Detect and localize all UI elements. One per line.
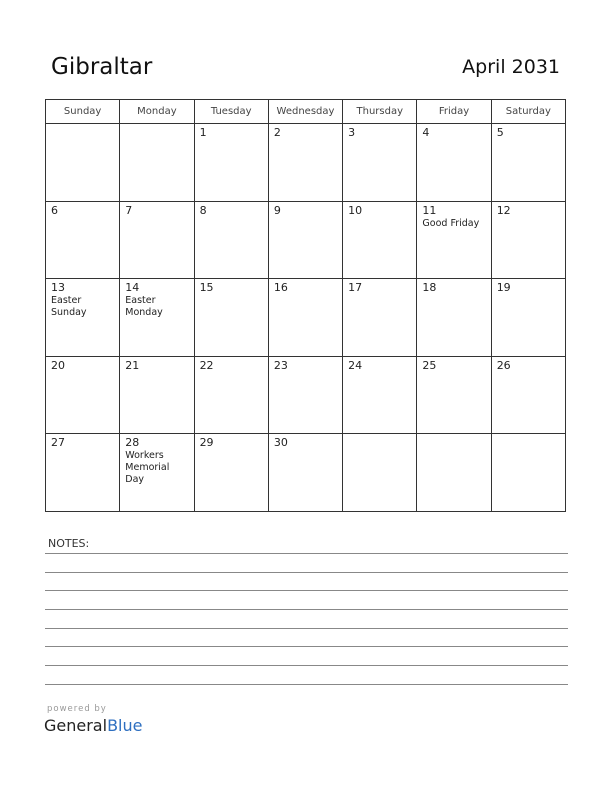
day-cell: [268, 434, 342, 512]
day-number: 8: [199, 203, 207, 217]
day-number: 9: [273, 203, 281, 217]
brand-blue: Blue: [107, 716, 143, 735]
day-cell: [268, 279, 342, 357]
day-number: 6: [51, 203, 58, 217]
day-cell: [120, 356, 194, 434]
day-cell: [417, 124, 491, 202]
day-number: 18: [422, 281, 437, 295]
week-row: [46, 356, 566, 434]
weekday-header: Sunday: [46, 100, 120, 124]
weekday-header-row: [46, 100, 566, 124]
holiday-label: Workers Memorial Day: [125, 450, 170, 486]
day-cell: [343, 356, 417, 434]
day-number: 22: [199, 358, 214, 372]
day-number: 1: [199, 126, 207, 139]
day-number: 26: [496, 358, 511, 372]
day-cell: [268, 356, 342, 434]
day-cell: [194, 434, 268, 512]
day-cell: [120, 201, 194, 279]
day-number: 4: [422, 126, 430, 139]
week-row: [46, 201, 566, 279]
brand-general: General: [44, 716, 108, 735]
day-cell: [120, 434, 194, 512]
notes-line: [45, 646, 568, 647]
day-cell: [268, 124, 342, 202]
day-cell: [194, 124, 268, 202]
holiday-label: Good Friday: [422, 217, 480, 229]
weekday-header: Thursday: [343, 100, 417, 124]
notes-line: [45, 684, 568, 685]
day-cell: [417, 434, 491, 512]
notes-line: [45, 628, 568, 629]
notes-line: [45, 572, 568, 573]
day-cell: [343, 434, 417, 512]
week-row: [46, 279, 566, 357]
month-year-title: April 2031: [462, 56, 560, 78]
weekday-header: Wednesday: [268, 100, 342, 124]
day-number: 27: [51, 436, 65, 450]
day-number: 24: [348, 358, 363, 372]
day-number: 7: [125, 203, 133, 217]
day-cell: [491, 124, 565, 202]
day-number: 5: [496, 126, 504, 139]
holiday-label: Easter Monday: [125, 295, 163, 319]
day-cell: [491, 279, 565, 357]
day-cell: [194, 356, 268, 434]
day-cell: [343, 279, 417, 357]
holiday-label: Easter Sunday: [51, 295, 87, 319]
day-number: 30: [273, 436, 288, 450]
day-number: 23: [273, 358, 288, 372]
day-number: 28: [125, 436, 140, 450]
weekday-header: Friday: [417, 100, 491, 124]
day-cell: [46, 356, 120, 434]
day-number: 25: [422, 358, 437, 372]
day-cell: [120, 279, 194, 357]
notes-line: [45, 609, 568, 610]
day-cell: [46, 434, 120, 512]
day-cell: [46, 279, 120, 357]
day-cell: [268, 201, 342, 279]
notes-line: [45, 590, 568, 591]
day-cell: [343, 124, 417, 202]
calendar-grid: [45, 99, 566, 512]
day-cell: [194, 279, 268, 357]
day-number: 10: [348, 203, 363, 217]
day-number: 13: [51, 281, 65, 295]
notes-line: [45, 553, 568, 554]
day-number: 11: [422, 203, 437, 217]
day-cell: [46, 201, 120, 279]
notes-label: NOTES:: [48, 537, 90, 550]
day-number: 19: [496, 281, 511, 295]
day-number: 2: [273, 126, 281, 139]
day-cell: [120, 124, 194, 202]
day-cell: [417, 356, 491, 434]
day-number: 21: [125, 358, 140, 372]
day-cell: [46, 124, 120, 202]
generalblue-logo[interactable]: [44, 716, 142, 735]
day-number: 14: [125, 281, 140, 295]
day-number: 20: [51, 358, 65, 372]
day-cell: [417, 201, 491, 279]
weekday-header: Saturday: [491, 100, 565, 124]
day-number: 17: [348, 281, 363, 295]
weekday-header: Tuesday: [194, 100, 268, 124]
day-number: 12: [496, 203, 511, 217]
day-cell: [491, 434, 565, 512]
day-cell: [194, 201, 268, 279]
notes-line: [45, 665, 568, 666]
day-cell: [343, 201, 417, 279]
weekday-header: Monday: [120, 100, 194, 124]
week-row: [46, 434, 566, 512]
day-cell: [417, 279, 491, 357]
day-number: 15: [199, 281, 214, 295]
powered-by-text: powered by: [47, 704, 107, 714]
day-number: 16: [273, 281, 288, 295]
day-cell: [491, 201, 565, 279]
week-row: [46, 124, 566, 202]
day-cell: [491, 356, 565, 434]
day-number: 29: [199, 436, 214, 450]
country-title: Gibraltar: [51, 54, 153, 80]
day-number: 3: [348, 126, 356, 139]
